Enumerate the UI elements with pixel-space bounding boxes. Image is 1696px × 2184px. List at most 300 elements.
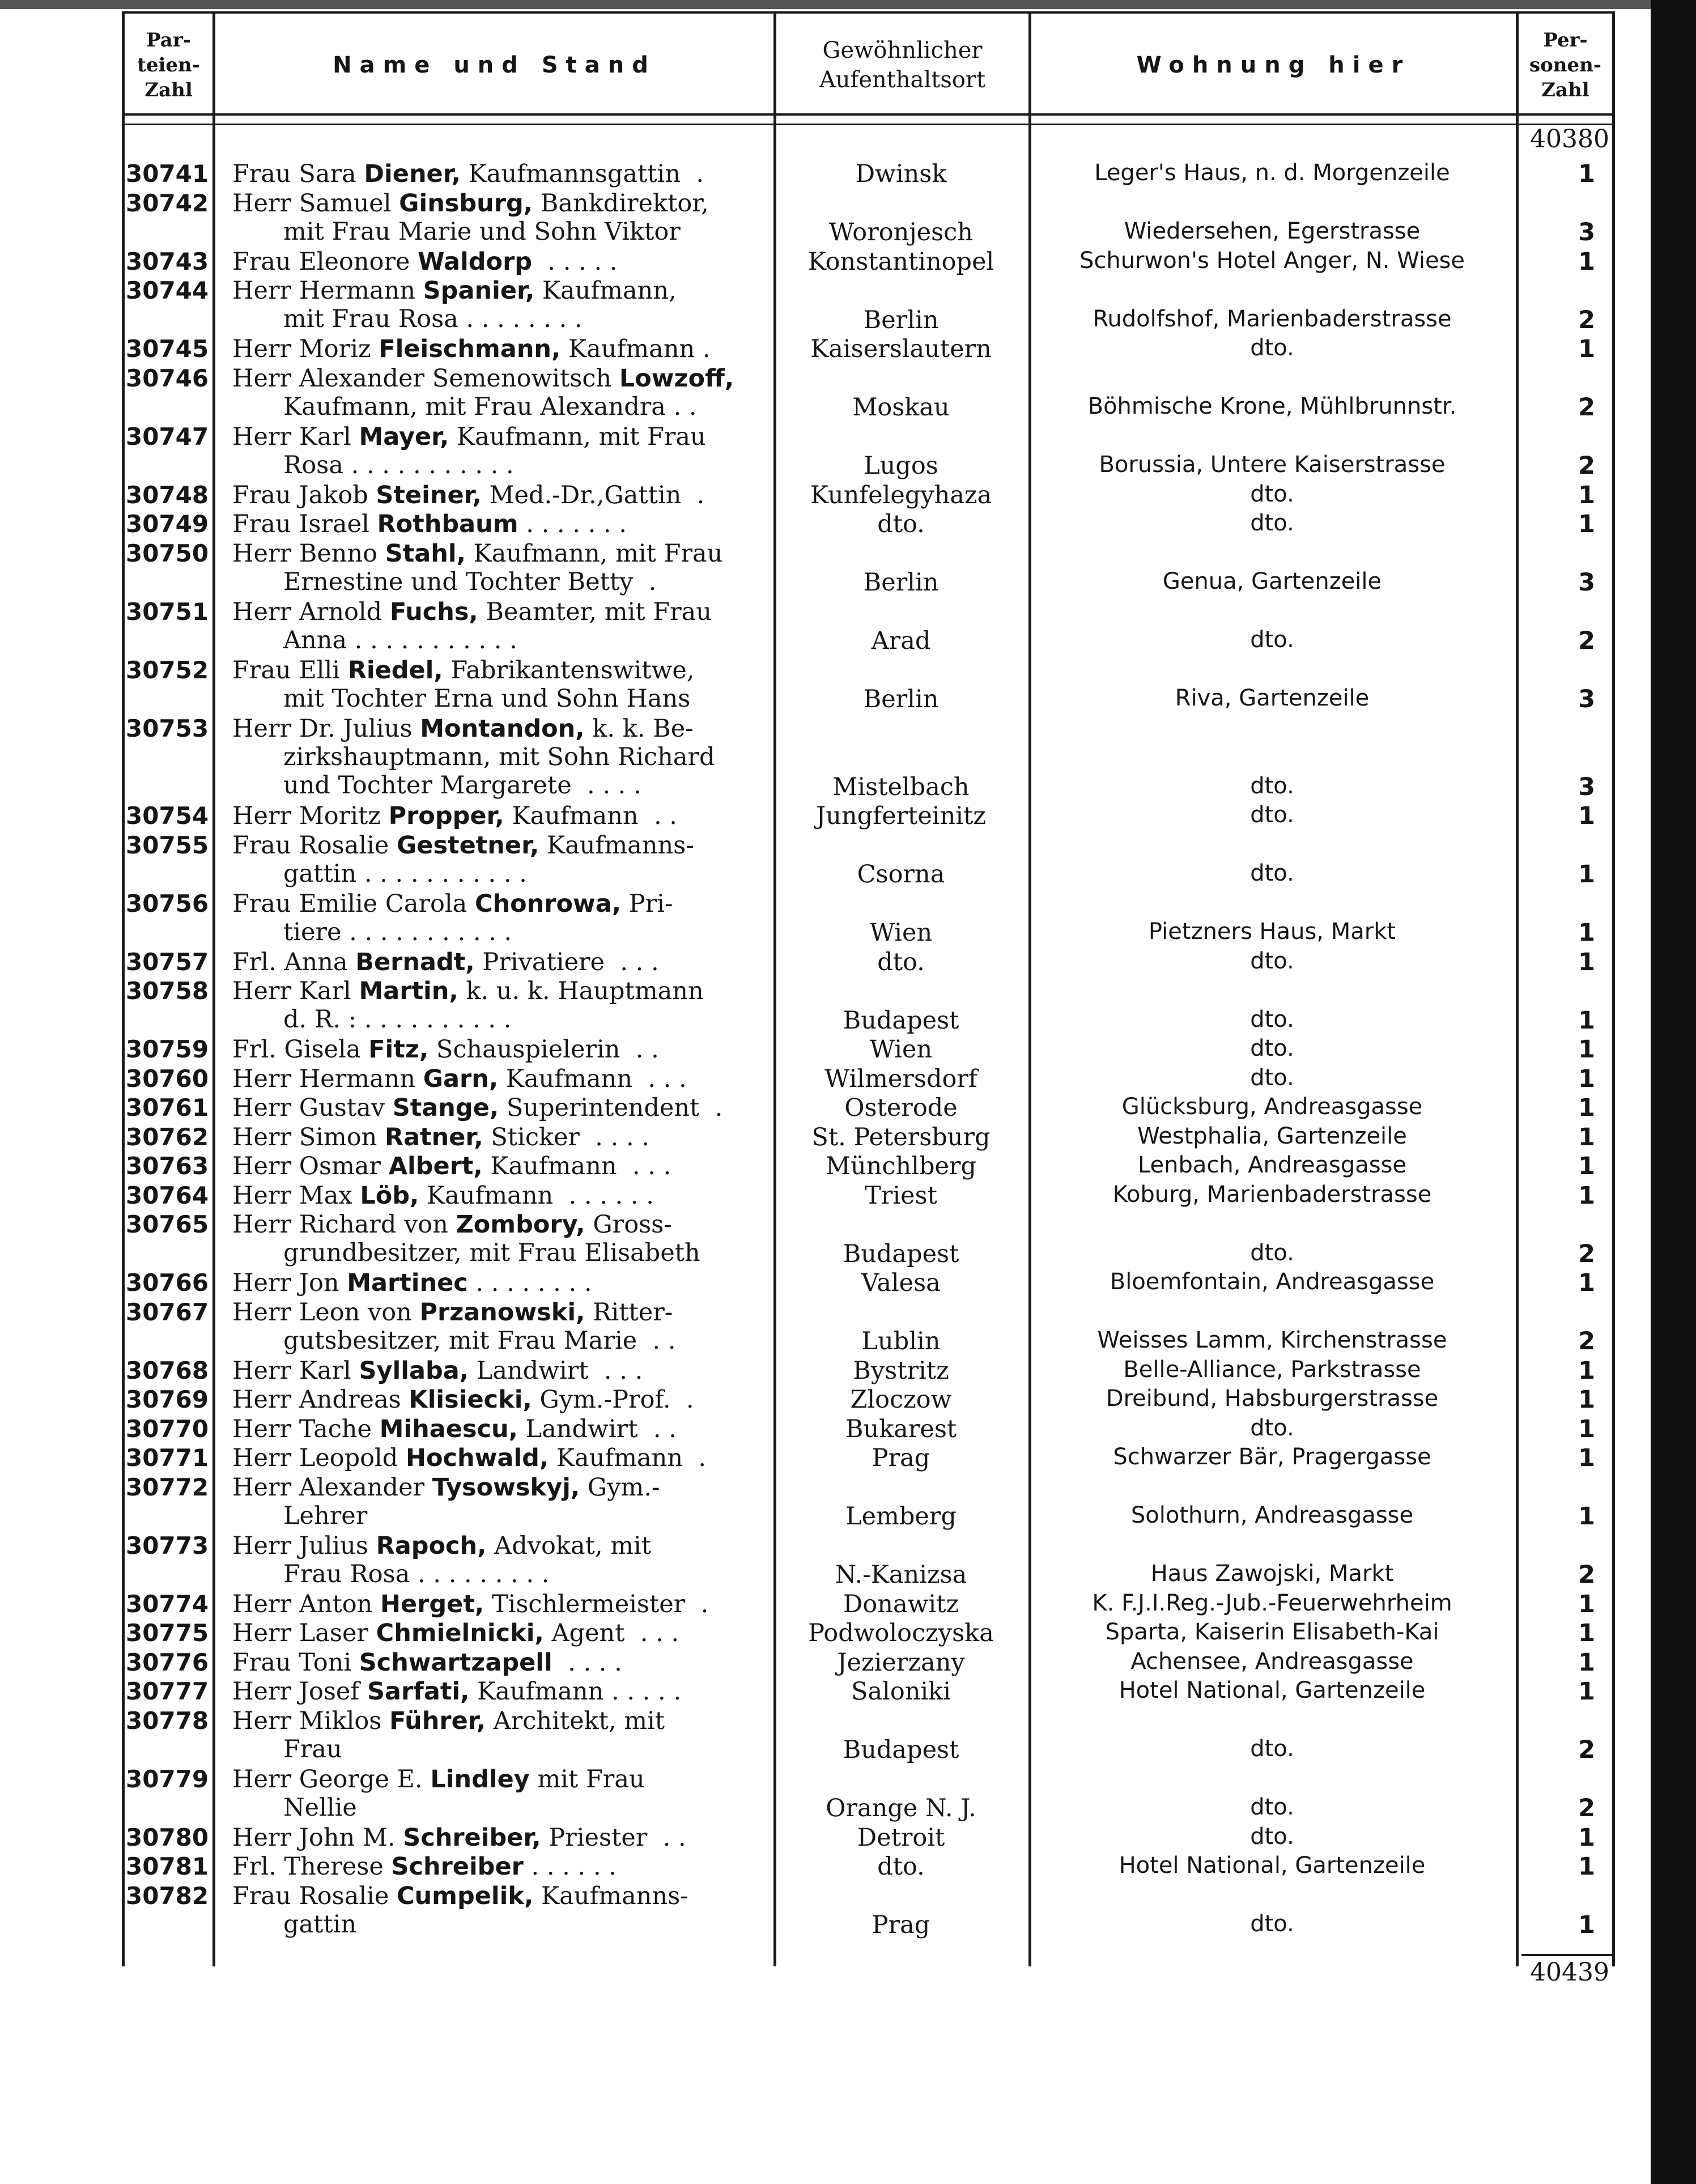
name-suffix: Schauspielerin . . [428, 1035, 659, 1064]
surname: Przanowski, [419, 1298, 585, 1327]
name-and-status [232, 1707, 771, 1764]
name-and-status [232, 1415, 771, 1443]
table-row [0, 1532, 1643, 1590]
residence-here: Weisses Lamm, Kirchenstrasse [1097, 1327, 1447, 1353]
name-prefix: Herr Osmar [232, 1152, 389, 1180]
persons-count: 1 [1578, 160, 1595, 188]
name-and-status [232, 1094, 771, 1122]
name-prefix: Herr Benno [232, 539, 385, 568]
party-number: 30747 [126, 422, 209, 451]
name-prefix: Herr Richard von [232, 1210, 456, 1239]
table-row [0, 1386, 1643, 1415]
name-line-1 [232, 277, 677, 305]
name-suffix: Kaufmann . [549, 1444, 707, 1472]
persons-count: 2 [1578, 393, 1595, 422]
name-suffix: Kaufmanns- [539, 831, 694, 860]
surname: Chonrowa, [474, 889, 622, 918]
name-suffix: Kaufmann . . . [482, 1152, 671, 1180]
party-number: 30780 [126, 1823, 209, 1851]
name-prefix: Herr Leopold [232, 1444, 406, 1472]
name-line-1 [232, 1707, 665, 1735]
name-and-status [232, 1852, 771, 1881]
header-party-line2: teien- [137, 54, 200, 77]
surname: Lowzoff, [619, 364, 734, 393]
party-number: 30741 [126, 160, 209, 188]
persons-count: 1 [1578, 1444, 1595, 1472]
name-suffix: Kaufmann . . . . . . [419, 1181, 654, 1210]
name-line-1 [232, 656, 694, 685]
residence-here: dto. [1250, 1794, 1294, 1820]
name-prefix: Herr Andreas [232, 1386, 409, 1414]
residence-here: Lenbach, Andreasgasse [1137, 1152, 1407, 1178]
residence-here: dto. [1250, 335, 1294, 361]
name-and-status [232, 277, 771, 333]
residence-here: dto. [1250, 1239, 1294, 1266]
surname: Spanier, [423, 277, 535, 305]
rule-header-double [122, 124, 1615, 125]
table-row [0, 802, 1643, 831]
name-prefix: Frl. Gisela [232, 1035, 369, 1064]
name-line-1 [232, 831, 694, 860]
residence-here: dto. [1250, 1006, 1294, 1032]
party-number: 30778 [126, 1706, 209, 1735]
name-line-1 [232, 1824, 686, 1852]
party-number: 30753 [126, 714, 209, 742]
usual-residence: Wien [869, 1035, 933, 1064]
persons-count: 2 [1578, 1561, 1595, 1589]
name-line-1 [232, 1035, 659, 1064]
name-suffix: Kaufmann . . . . . [469, 1677, 682, 1706]
header-origin-line2: Aufenthaltsort [819, 67, 986, 93]
name-line-1 [232, 1065, 687, 1093]
party-number: 30766 [126, 1269, 209, 1297]
surname: Stange, [392, 1094, 499, 1122]
surname: Hochwald, [405, 1444, 549, 1472]
usual-residence: Bukarest [845, 1414, 957, 1443]
header-persons-line3: Zahl [1541, 79, 1589, 101]
name-suffix: Kaufmanns- [533, 1881, 688, 1910]
name-line-1 [232, 481, 704, 509]
party-number: 30772 [126, 1473, 209, 1501]
name-and-status [232, 598, 771, 655]
table-row [0, 539, 1643, 598]
usual-residence: Berlin [863, 305, 939, 334]
name-line-2: Lehrer [283, 1501, 368, 1530]
surname: Steiner, [376, 481, 482, 509]
persons-count: 1 [1578, 1911, 1595, 1939]
name-suffix: Architekt, mit [486, 1706, 665, 1735]
surname: Herget, [380, 1590, 484, 1618]
surname: Sarfati, [367, 1677, 470, 1706]
party-number: 30756 [126, 889, 209, 917]
name-suffix: Tischlermeister . [484, 1590, 709, 1618]
name-suffix: . . . . . . [523, 1852, 617, 1881]
party-number: 30776 [126, 1648, 209, 1676]
name-and-status [232, 1648, 771, 1677]
persons-count: 1 [1578, 1619, 1595, 1647]
table-row [0, 481, 1643, 511]
name-and-status [232, 1357, 771, 1385]
name-suffix: Priester . . [541, 1823, 686, 1852]
header-party-line1: Par- [146, 29, 191, 52]
name-prefix: Herr Alexander [232, 1473, 432, 1502]
usual-residence: Kunfelegyhaza [810, 481, 992, 509]
persons-count: 1 [1578, 335, 1595, 363]
persons-count: 2 [1578, 1327, 1595, 1356]
surname: Chmielnicki, [376, 1619, 544, 1647]
usual-residence: Wien [869, 919, 933, 947]
name-and-status [232, 1882, 771, 1939]
table-row [0, 364, 1643, 423]
name-suffix: k. u. k. Hauptmann [458, 977, 704, 1005]
table-row [0, 1590, 1643, 1620]
name-line-1 [232, 1269, 592, 1297]
party-number: 30752 [126, 656, 209, 684]
residence-here: Bloemfontain, Andreasgasse [1110, 1269, 1435, 1295]
residence-here: dto. [1250, 772, 1294, 799]
residence-here: dto. [1250, 1736, 1294, 1762]
name-line-2: zirkshauptmann, mit Sohn Richard [283, 742, 715, 771]
usual-residence: Budapest [843, 1736, 959, 1764]
name-suffix: Agent . . . [543, 1619, 679, 1647]
surname: Gestetner, [396, 831, 539, 860]
surname: Führer, [389, 1706, 486, 1735]
usual-residence: Woronjesch [829, 218, 973, 247]
usual-residence: Dwinsk [855, 160, 947, 188]
usual-residence: N.-Kanizsa [835, 1561, 967, 1589]
name-prefix: Herr George E. [232, 1765, 431, 1794]
name-prefix: Herr Anton [232, 1590, 381, 1618]
name-suffix: Kaufmannsgattin . [460, 160, 704, 188]
name-prefix: Herr Alexander Semenowitsch [232, 364, 619, 393]
surname: Ratner, [384, 1123, 483, 1152]
name-line-1 [232, 1619, 679, 1647]
name-prefix: Frau Emilie Carola [232, 889, 475, 918]
usual-residence: St. Petersburg [811, 1123, 991, 1152]
name-line-1 [232, 364, 734, 393]
name-line-1 [232, 1357, 643, 1385]
name-prefix: Herr Hermann [232, 1064, 423, 1093]
persons-count: 1 [1578, 1035, 1595, 1064]
surname: Riedel, [347, 656, 443, 685]
residence-here: dto. [1250, 1035, 1294, 1061]
name-line-2: Ernestine und Tochter Betty . [283, 567, 657, 596]
persons-count: 1 [1578, 510, 1595, 538]
party-number: 30751 [126, 597, 209, 626]
name-line-1 [232, 189, 709, 218]
residence-here: Schurwon's Hotel Anger, N. Wiese [1079, 247, 1465, 274]
name-line-2: mit Frau Marie und Sohn Viktor [283, 217, 681, 246]
party-number: 30755 [126, 831, 209, 859]
table-row [0, 189, 1643, 248]
name-line-2: Anna . . . . . . . . . . . [283, 626, 517, 655]
surname: Bernadt, [355, 947, 475, 976]
usual-residence: Lugos [864, 452, 938, 480]
table-row [0, 831, 1643, 890]
name-prefix: Frau Eleonore [232, 247, 418, 276]
persons-count: 2 [1578, 627, 1595, 655]
persons-count: 1 [1578, 1648, 1595, 1677]
table-row [0, 598, 1643, 656]
name-suffix: Kaufmann . [560, 335, 711, 363]
name-prefix: Herr Moritz [232, 802, 389, 830]
name-suffix: Advokat, mit [486, 1531, 652, 1560]
surname: Klisiecki, [409, 1386, 532, 1414]
name-prefix: Herr Jon [232, 1269, 347, 1297]
table-row [0, 1852, 1643, 1882]
persons-count: 1 [1578, 247, 1595, 276]
name-suffix: Kaufmann, [534, 277, 677, 305]
persons-count: 1 [1578, 1386, 1595, 1414]
surname: Schreiber [391, 1852, 524, 1881]
header-usual-residence [776, 17, 1028, 113]
name-line-2: gutsbesitzer, mit Frau Marie . . [283, 1326, 676, 1355]
name-suffix: Sticker . . . . [483, 1123, 649, 1152]
party-number: 30745 [126, 335, 209, 363]
surname: Fleischmann, [379, 335, 561, 363]
table-row [0, 1882, 1643, 1940]
name-prefix: Herr Karl [232, 1356, 359, 1385]
name-line-2: Frau [283, 1735, 342, 1764]
name-line-1 [232, 160, 704, 188]
name-prefix: Frau Toni [232, 1648, 359, 1677]
residence-here: dto. [1250, 627, 1294, 653]
table-row [0, 1765, 1643, 1824]
persons-count: 2 [1578, 1794, 1595, 1822]
total-carried-over: 40380 [1530, 125, 1609, 154]
name-and-status [232, 364, 771, 421]
surname: Fitz, [368, 1035, 429, 1064]
persons-count: 1 [1578, 1123, 1595, 1152]
surname: Mihaescu, [379, 1414, 518, 1443]
name-line-2: tiere . . . . . . . . . . . [283, 917, 512, 946]
residence-here: Sparta, Kaiserin Elisabeth-Kai [1105, 1619, 1439, 1645]
party-number: 30773 [126, 1531, 209, 1560]
name-and-status [232, 510, 771, 538]
name-suffix: Fabrikantenswitwe, [443, 656, 695, 685]
name-line-1 [232, 1882, 688, 1910]
surname: Mayer, [359, 422, 449, 451]
table-row [0, 1210, 1643, 1269]
name-line-1 [232, 1444, 706, 1472]
residence-here: Genua, Gartenzeile [1162, 568, 1382, 594]
rule-total-top [1521, 1954, 1612, 1956]
name-suffix: Pri- [621, 889, 673, 918]
residence-here: dto. [1250, 481, 1294, 507]
usual-residence: Lemberg [845, 1502, 957, 1531]
residence-here: dto. [1250, 510, 1294, 536]
name-line-1 [232, 1852, 617, 1881]
usual-residence: Budapest [843, 1006, 959, 1035]
name-and-status [232, 248, 771, 276]
name-prefix: Herr Laser [232, 1619, 376, 1647]
residence-here: dto. [1250, 1911, 1294, 1937]
name-line-1 [232, 948, 659, 976]
name-line-1 [232, 1677, 681, 1706]
usual-residence: Münchlberg [826, 1152, 976, 1180]
persons-count: 1 [1578, 1677, 1595, 1706]
residence-here: dto. [1250, 947, 1294, 974]
name-suffix: . . . . . [532, 247, 618, 276]
rule-top [122, 11, 1615, 14]
residence-here: Belle-Alliance, Parkstrasse [1123, 1356, 1421, 1383]
name-line-2: Kaufmann, mit Frau Alexandra . . [283, 392, 697, 421]
name-and-status [232, 423, 771, 479]
table-row [0, 1035, 1643, 1065]
residence-here: Achensee, Andreasgasse [1130, 1648, 1414, 1675]
persons-count: 1 [1578, 1269, 1595, 1297]
name-prefix: Herr Gustav [232, 1094, 393, 1122]
name-suffix: Privatiere . . . [474, 947, 659, 976]
name-line-1 [232, 1648, 622, 1677]
name-suffix: mit Frau [529, 1765, 645, 1794]
name-line-2: d. R. : . . . . . . . . . . [283, 1005, 512, 1034]
table-row [0, 1298, 1643, 1357]
residence-here: Haus Zawojski, Markt [1150, 1561, 1394, 1587]
name-line-1 [232, 423, 706, 451]
surname: Garn, [423, 1064, 499, 1093]
residence-here: Koburg, Marienbaderstrasse [1112, 1181, 1432, 1208]
party-number: 30763 [126, 1152, 209, 1180]
usual-residence: Csorna [857, 860, 945, 889]
page-top-edge [0, 0, 1696, 9]
persons-count: 1 [1578, 1152, 1595, 1180]
name-and-status [232, 335, 771, 363]
name-and-status [232, 1152, 771, 1180]
name-and-status [232, 831, 771, 888]
party-number: 30761 [126, 1094, 209, 1121]
surname: Montandon, [420, 714, 585, 743]
residence-here: Glücksburg, Andreasgasse [1121, 1094, 1423, 1120]
table-row [0, 1415, 1643, 1444]
header-name-and-status: Name und Stand [333, 52, 656, 78]
total-new: 40439 [1530, 1958, 1609, 1987]
name-and-status [232, 1590, 771, 1618]
name-line-2: mit Tochter Erna und Sohn Hans [283, 684, 691, 713]
usual-residence: Budapest [843, 1239, 959, 1268]
name-and-status [232, 481, 771, 509]
usual-residence: Orange N. J. [826, 1794, 976, 1822]
table-row [0, 248, 1643, 277]
table-row [0, 160, 1643, 189]
name-line-1 [232, 1473, 660, 1502]
usual-residence: Donawitz [843, 1590, 959, 1618]
usual-residence: Valesa [861, 1269, 941, 1297]
surname: Propper, [388, 802, 504, 830]
name-line-2: Rosa . . . . . . . . . . . [283, 451, 514, 479]
name-prefix: Herr Moriz [232, 335, 379, 363]
residence-here: Hotel National, Gartenzeile [1119, 1852, 1426, 1879]
surname: Cumpelik, [396, 1881, 534, 1910]
usual-residence: Bystritz [853, 1356, 949, 1385]
name-suffix: Kaufmann, mit Frau [465, 539, 723, 568]
name-prefix: Herr Tache [232, 1414, 380, 1443]
persons-count: 3 [1578, 685, 1595, 713]
name-line-2: grundbesitzer, mit Frau Elisabeth [283, 1239, 700, 1267]
persons-count: 1 [1578, 1094, 1595, 1122]
header-origin-line1: Gewöhnlicher [822, 37, 983, 63]
header-party-line3: Zahl [144, 79, 193, 101]
table-row [0, 1473, 1643, 1532]
table-row [0, 948, 1643, 978]
surname: Ginsburg, [399, 189, 533, 218]
usual-residence: Podwoloczyska [808, 1619, 994, 1647]
name-line-1 [232, 1182, 654, 1210]
usual-residence: dto. [877, 1852, 925, 1881]
name-suffix: Med.-Dr.,Gattin . [481, 481, 705, 509]
table-row [0, 1182, 1643, 1211]
party-number: 30769 [126, 1386, 209, 1413]
name-suffix: k. k. Be- [584, 714, 694, 743]
table-row [0, 335, 1643, 364]
name-line-1 [232, 1094, 722, 1122]
party-number: 30781 [126, 1852, 209, 1880]
surname: Lindley [430, 1765, 530, 1794]
name-prefix: Herr Simon [232, 1123, 385, 1152]
surname: Waldorp [418, 247, 533, 276]
surname: Schreiber, [403, 1823, 541, 1852]
table-row [0, 1357, 1643, 1386]
table-row [0, 1123, 1643, 1153]
residence-here: Borussia, Untere Kaiserstrasse [1099, 452, 1446, 478]
table-row [0, 1677, 1643, 1707]
party-number: 30777 [126, 1677, 209, 1705]
name-prefix: Herr Dr. Julius [232, 714, 420, 743]
residence-here: Rudolfshof, Marienbaderstrasse [1093, 305, 1452, 332]
name-line-1 [232, 335, 711, 363]
name-and-status [232, 1677, 771, 1706]
name-line-1 [232, 598, 712, 626]
table-row [0, 1152, 1643, 1182]
party-number: 30774 [126, 1590, 209, 1618]
table-row [0, 1094, 1643, 1123]
name-suffix: . . . . . . . [518, 510, 627, 538]
header-persons-line1: Per- [1543, 29, 1588, 52]
party-number: 30768 [126, 1356, 209, 1384]
surname: Tysowskyj, [432, 1473, 580, 1502]
name-line-2: Frau Rosa . . . . . . . . . [283, 1560, 550, 1588]
name-and-status [232, 1065, 771, 1093]
party-number: 30744 [126, 277, 209, 304]
usual-residence: Triest [865, 1181, 937, 1210]
residence-here: Leger's Haus, n. d. Morgenzeile [1094, 160, 1450, 186]
name-line-2: gattin . . . . . . . . . . . [283, 859, 527, 888]
table-row [0, 1648, 1643, 1678]
usual-residence: Jungferteinitz [816, 802, 986, 830]
name-and-status [232, 1386, 771, 1414]
name-and-status [232, 1532, 771, 1588]
name-line-1 [232, 1152, 671, 1180]
usual-residence: Konstantinopel [807, 247, 994, 276]
residence-here: dto. [1250, 802, 1294, 828]
name-and-status [232, 1619, 771, 1647]
persons-count: 1 [1578, 1502, 1595, 1531]
party-number: 30764 [126, 1181, 209, 1209]
name-and-status [232, 1035, 771, 1064]
name-suffix: Gross- [585, 1210, 672, 1239]
name-line-1 [232, 1415, 677, 1443]
name-and-status [232, 1444, 771, 1472]
header-residence-here: Wohnung hier [1136, 52, 1411, 78]
surname: Syllaba, [359, 1356, 469, 1385]
persons-count: 1 [1578, 1006, 1595, 1035]
name-suffix: Gym.-Prof. . [532, 1386, 694, 1414]
persons-count: 1 [1578, 860, 1595, 889]
name-suffix: . . . . . . . . [467, 1269, 592, 1297]
residence-here: Riva, Gartenzeile [1175, 685, 1370, 711]
table-row [0, 890, 1643, 948]
surname: Rothbaum [377, 510, 518, 538]
